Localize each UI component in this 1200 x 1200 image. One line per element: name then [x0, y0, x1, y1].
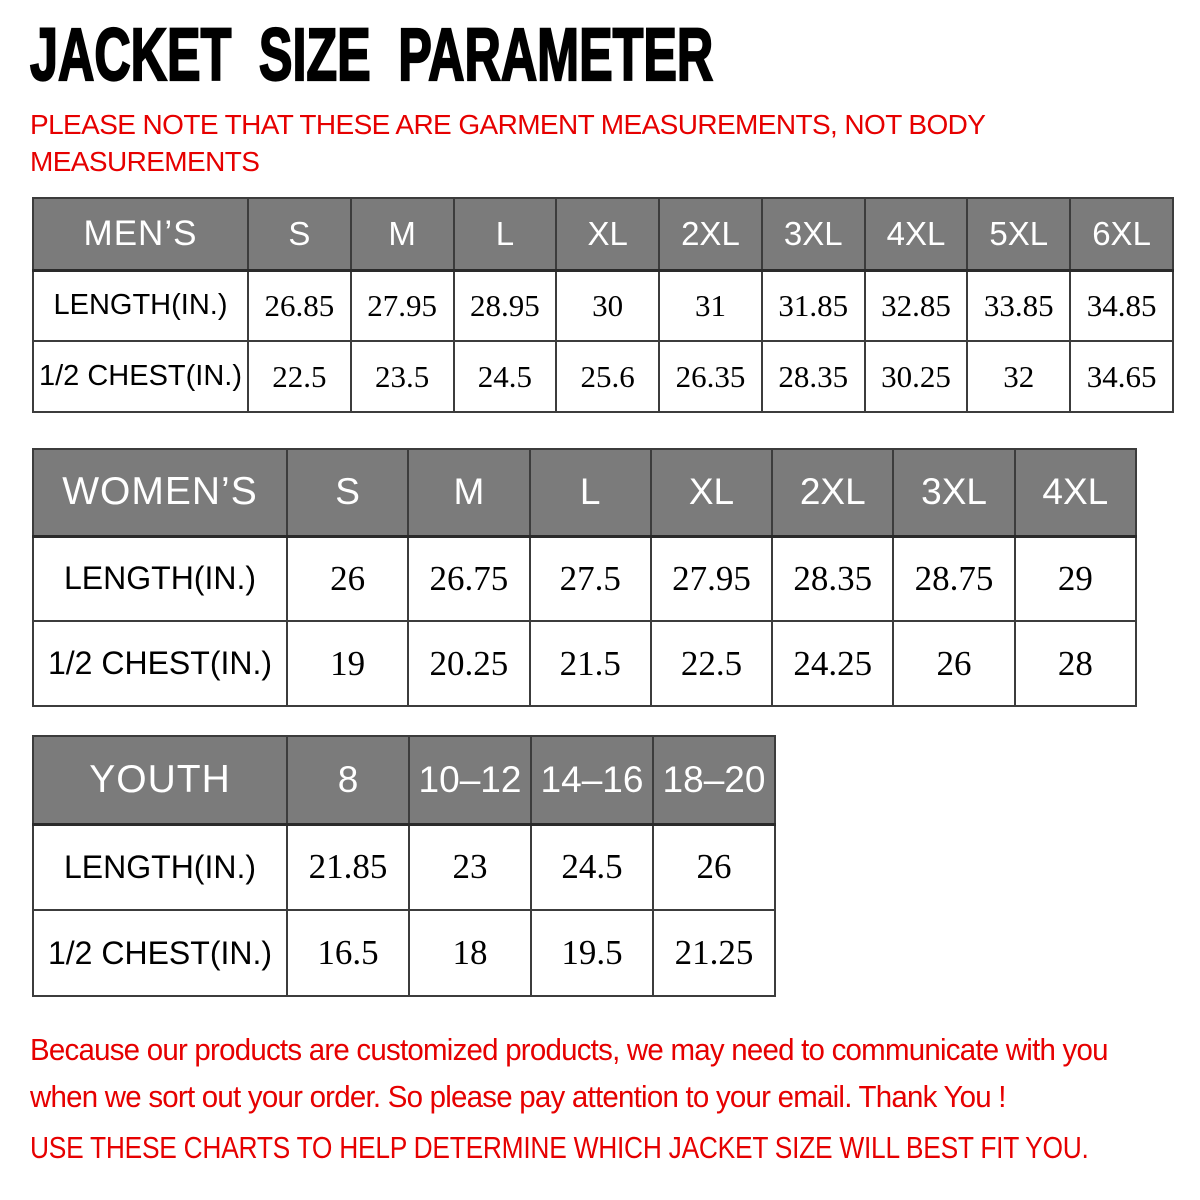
value-cell: 21.5	[530, 621, 651, 706]
value-cell: 28.75	[893, 536, 1014, 621]
mens-size-header-5xl: 5XL	[967, 198, 1070, 270]
value-cell: 26.35	[659, 341, 762, 412]
youth-chest-label: 1/2 CHEST(IN.)	[33, 910, 287, 996]
womens-size-header-l: L	[530, 449, 651, 536]
value-cell: 27.95	[351, 270, 454, 341]
youth-size-header-8: 8	[287, 736, 409, 824]
value-cell: 28.35	[772, 536, 893, 621]
womens-table-title-cell: WOMEN’S	[33, 449, 287, 536]
mens-table-title-cell: MEN’S	[33, 198, 248, 270]
value-cell: 16.5	[287, 910, 409, 996]
value-cell: 26	[287, 536, 408, 621]
value-cell: 26	[893, 621, 1014, 706]
youth-length-label: LENGTH(IN.)	[33, 824, 287, 910]
womens-size-header-xl: XL	[651, 449, 772, 536]
mens-size-header-l: L	[454, 198, 557, 270]
youth-length-row	[33, 824, 775, 910]
value-cell: 21.85	[287, 824, 409, 910]
mens-size-header-6xl: 6XL	[1070, 198, 1173, 270]
youth-size-header-18-20: 18–20	[653, 736, 775, 824]
value-cell: 24.5	[454, 341, 557, 412]
garment-measurement-note	[30, 106, 985, 180]
womens-size-header-s: S	[287, 449, 408, 536]
womens-chest-label: 1/2 CHEST(IN.)	[33, 621, 287, 706]
value-cell: 30.25	[865, 341, 968, 412]
garment-note-line-2: MEASUREMENTS	[30, 146, 260, 177]
value-cell: 26	[653, 824, 775, 910]
youth-size-header-14-16: 14–16	[531, 736, 653, 824]
value-cell: 24.25	[772, 621, 893, 706]
value-cell: 32.85	[865, 270, 968, 341]
customization-note-line-1: Because our products are customized products, we may need to communicate with you	[30, 1032, 1108, 1067]
mens-size-header-xl: XL	[556, 198, 659, 270]
womens-chest-row	[33, 621, 1136, 706]
mens-size-header-3xl: 3XL	[762, 198, 865, 270]
value-cell: 27.5	[530, 536, 651, 621]
mens-size-header-m: M	[351, 198, 454, 270]
garment-note-line-1: PLEASE NOTE THAT THESE ARE GARMENT MEASUREMENTS, NOT BODY	[30, 109, 986, 140]
youth-size-header-10-12: 10–12	[409, 736, 531, 824]
value-cell: 27.95	[651, 536, 772, 621]
mens-size-header-s: S	[248, 198, 351, 270]
womens-size-table	[32, 448, 1137, 707]
value-cell: 19	[287, 621, 408, 706]
mens-header-row	[33, 198, 1173, 270]
value-cell: 25.6	[556, 341, 659, 412]
usage-note: USE THESE CHARTS TO HELP DETERMINE WHICH JACKET SIZE WILL BEST FIT YOU.	[30, 1130, 1089, 1165]
mens-chest-row	[33, 341, 1173, 412]
value-cell: 30	[556, 270, 659, 341]
womens-size-header-m: M	[408, 449, 529, 536]
value-cell: 21.25	[653, 910, 775, 996]
womens-size-header-3xl: 3XL	[893, 449, 1014, 536]
customization-note	[30, 1026, 1108, 1120]
value-cell: 34.65	[1070, 341, 1173, 412]
page-title: JACKET SIZE PARAMETER	[30, 13, 714, 96]
value-cell: 23.5	[351, 341, 454, 412]
value-cell: 26.75	[408, 536, 529, 621]
value-cell: 29	[1015, 536, 1136, 621]
mens-chest-label: 1/2 CHEST(IN.)	[33, 341, 248, 412]
value-cell: 20.25	[408, 621, 529, 706]
value-cell: 32	[967, 341, 1070, 412]
value-cell: 34.85	[1070, 270, 1173, 341]
value-cell: 19.5	[531, 910, 653, 996]
womens-header-row	[33, 449, 1136, 536]
value-cell: 23	[409, 824, 531, 910]
mens-size-header-4xl: 4XL	[865, 198, 968, 270]
value-cell: 28	[1015, 621, 1136, 706]
youth-chest-row	[33, 910, 775, 996]
value-cell: 33.85	[967, 270, 1070, 341]
womens-length-row	[33, 536, 1136, 621]
mens-size-table	[32, 197, 1174, 413]
value-cell: 31	[659, 270, 762, 341]
womens-size-header-4xl: 4XL	[1015, 449, 1136, 536]
value-cell: 31.85	[762, 270, 865, 341]
womens-length-label: LENGTH(IN.)	[33, 536, 287, 621]
youth-size-table	[32, 735, 776, 997]
value-cell: 24.5	[531, 824, 653, 910]
mens-length-row	[33, 270, 1173, 341]
youth-header-row	[33, 736, 775, 824]
customization-note-line-2: when we sort out your order. So please pay attention to your email. Thank You !	[30, 1079, 1006, 1114]
value-cell: 28.35	[762, 341, 865, 412]
youth-table-title-cell: YOUTH	[33, 736, 287, 824]
value-cell: 22.5	[651, 621, 772, 706]
value-cell: 18	[409, 910, 531, 996]
value-cell: 26.85	[248, 270, 351, 341]
mens-length-label: LENGTH(IN.)	[33, 270, 248, 341]
value-cell: 28.95	[454, 270, 557, 341]
mens-size-header-2xl: 2XL	[659, 198, 762, 270]
womens-size-header-2xl: 2XL	[772, 449, 893, 536]
value-cell: 22.5	[248, 341, 351, 412]
